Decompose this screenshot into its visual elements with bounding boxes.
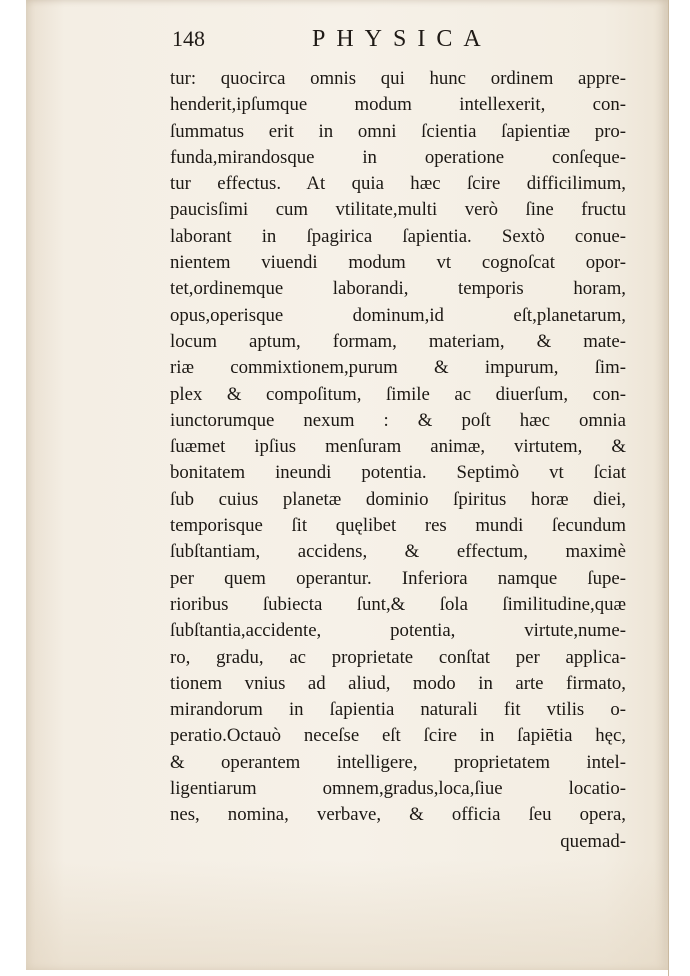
text-line: henderit,ipſumque modum intellexerit, con-	[170, 94, 626, 116]
text-line: tur effectus. At quia hæc ſcire difficilimum,	[170, 173, 626, 195]
text-line: mirandorum in ſapientia naturali fit vtilis o-	[170, 699, 626, 721]
running-title: PHYSICA	[312, 26, 492, 52]
text-line: locum aptum, formam, materiam, & mate-	[170, 330, 626, 352]
text-line: tet,ordinemque laborandi, temporis horam,	[170, 278, 626, 300]
text-line: ligentiarum omnem,gradus,loca,ſiue locatio-	[170, 778, 626, 800]
body-text	[170, 66, 626, 855]
text-line: bonitatem ineundi potentia. Septimò vt ſciat	[170, 462, 626, 484]
catchword: quemad-	[560, 830, 626, 852]
text-line: per quem operantur. Inferiora namque ſupe-	[170, 567, 626, 589]
running-head	[172, 26, 624, 56]
text-line: peratio.Octauò neceſse eſt ſcire in ſapiētia hęc,	[170, 725, 626, 747]
text-line: nes, nomina, verbave, & officia ſeu opera,	[170, 804, 626, 826]
text-line: tionem vnius ad aliud, modo in arte firmato,	[170, 672, 626, 694]
text-line: nientem viuendi modum vt cognoſcat opor-	[170, 252, 626, 274]
text-line: ſummatus erit in omni ſcientia ſapientiæ pro-	[170, 120, 626, 142]
text-line: rioribus ſubiecta ſunt,& ſola ſimilitudine,quæ	[170, 593, 626, 615]
facing-page-edge	[668, 0, 690, 976]
text-line: & operantem intelligere, proprietatem intel-	[170, 751, 626, 773]
text-line: ro, gradu, ac proprietate conſtat per applica-	[170, 646, 626, 668]
text-line: ſubſtantiam, accidens, & effectum, maximè	[170, 541, 626, 563]
text-line: opus,operisque dominum,id eſt,planetarum,	[170, 304, 626, 326]
text-line: tur: quocirca omnis qui hunc ordinem appre-	[170, 68, 626, 89]
page-number: 148	[172, 26, 205, 51]
text-line: ſub cuius planetæ dominio ſpiritus horæ diei,	[170, 488, 626, 510]
text-line: ſubſtantia,accidente, potentia, virtute,nume-	[170, 620, 626, 642]
text-line: paucisſimi cum vtilitate,multi verò ſine fructu	[170, 199, 626, 221]
text-line: riæ commixtionem,purum & impurum, ſim-	[170, 357, 626, 379]
text-line: ſuæmet ipſius menſuram animæ, virtutem, &	[170, 436, 626, 458]
text-line: plex & compoſitum, ſimile ac diuerſum, con-	[170, 383, 626, 405]
text-line: temporisque ſit quęlibet res mundi ſecundum	[170, 515, 626, 537]
text-line: laborant in ſpagirica ſapientia. Sextò conue-	[170, 225, 626, 247]
text-line: funda,mirandosque in operatione conſeque-	[170, 146, 626, 168]
text-line: iunctorumque nexum : & poſt hæc omnia	[170, 409, 626, 431]
